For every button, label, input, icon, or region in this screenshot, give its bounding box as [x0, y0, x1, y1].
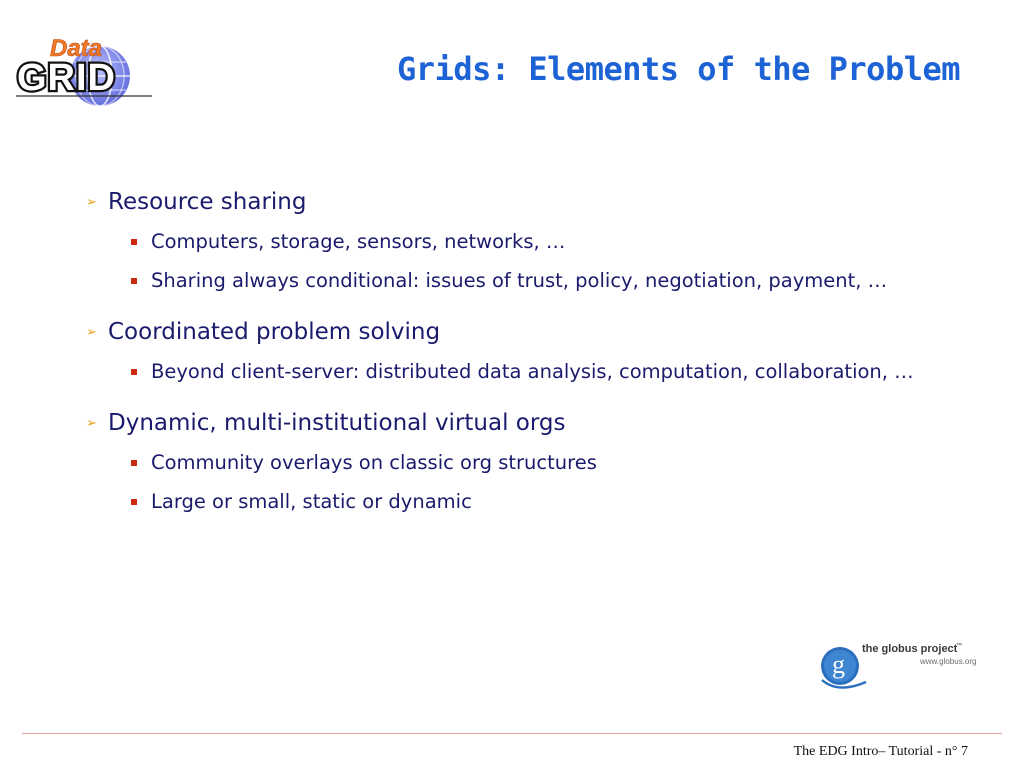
sub-bullet-item: [86, 357, 946, 387]
sub-bullet-text: Beyond client-server: distributed data analysis, computation, collaboration, …: [151, 360, 914, 383]
page-title: Grids: Elements of the Problem: [397, 50, 960, 88]
slide-footer: The EDG Intro– Tutorial - n° 7: [793, 744, 968, 759]
bullet-text: Dynamic, multi-institutional virtual orgs: [108, 410, 566, 436]
sub-bullet-item: [86, 487, 946, 517]
globus-name: the globus project: [862, 643, 958, 655]
sub-bullet-item: [86, 266, 946, 296]
logo-data-text: Data: [50, 35, 103, 62]
footer-divider: [22, 733, 1002, 734]
sub-bullet-text: Community overlays on classic org structures: [151, 451, 597, 474]
sub-bullet-item: [86, 448, 946, 478]
bullet-item: [86, 316, 946, 348]
globus-g-icon: [821, 647, 866, 688]
globus-letter: g: [832, 650, 845, 679]
bullet-item: [86, 407, 946, 439]
square-bullet-icon: [131, 499, 137, 505]
sub-bullet-text: Computers, storage, sensors, networks, …: [151, 230, 566, 253]
slide-body: [86, 186, 946, 517]
sub-bullet-item: [86, 227, 946, 257]
datagrid-logo: [14, 34, 156, 110]
globus-trademark: ™: [956, 643, 962, 649]
arrow-bullet-icon: ➢: [86, 325, 97, 340]
sub-bullet-text: Sharing always conditional: issues of trust, policy, negotiation, payment, …: [151, 269, 888, 292]
square-bullet-icon: [131, 460, 137, 466]
square-bullet-icon: [131, 239, 137, 245]
square-bullet-icon: [131, 369, 137, 375]
arrow-bullet-icon: ➢: [86, 195, 97, 210]
arrow-bullet-icon: ➢: [86, 416, 97, 431]
logo-grid-text: GRID: [17, 57, 116, 99]
globus-url: www.globus.org: [920, 657, 977, 666]
bullet-text: Resource sharing: [108, 189, 307, 215]
bullet-text: Coordinated problem solving: [108, 319, 441, 345]
square-bullet-icon: [131, 278, 137, 284]
bullet-item: [86, 186, 946, 218]
sub-bullet-text: Large or small, static or dynamic: [151, 490, 472, 513]
globus-logo: [818, 636, 994, 698]
